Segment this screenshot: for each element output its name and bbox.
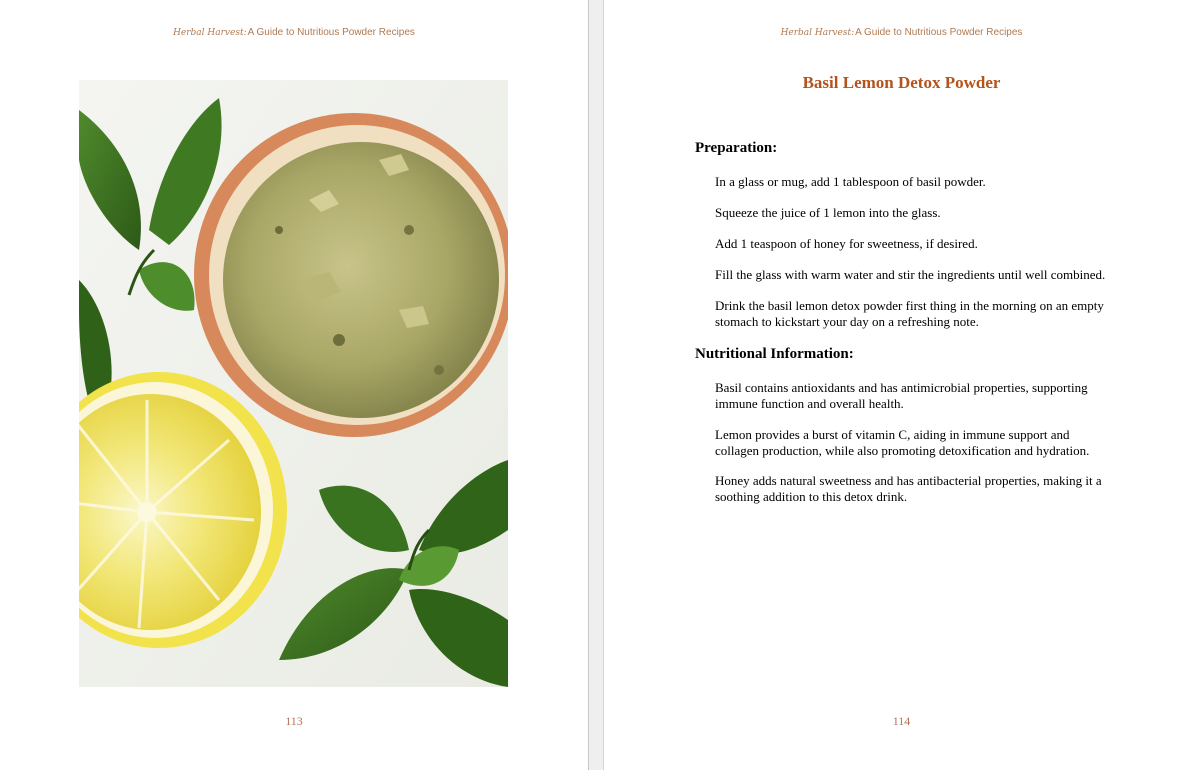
page-number: 114 <box>892 714 911 728</box>
nutrition-item: Lemon provides a burst of vitamin C, aiding in immune support and collagen production, while also promoting detoxification and hydration. <box>715 427 1090 458</box>
right-page <box>604 0 1199 770</box>
header-subtitle: A Guide to Nutritious Powder Recipes <box>247 27 415 38</box>
nutrition-item: Basil contains antioxidants and has antimicrobial properties, supporting immune function and overall health. <box>715 380 1088 411</box>
header-subtitle: A Guide to Nutritious Powder Recipes <box>855 27 1023 38</box>
preparation-step: Add 1 teaspoon of honey for sweetness, if desired. <box>715 236 978 251</box>
running-header <box>0 27 588 38</box>
header-script-title: Herbal Harvest: <box>780 28 855 38</box>
basil-lemon-powder-photo <box>79 80 508 687</box>
running-header <box>604 27 1199 38</box>
left-page <box>0 0 588 770</box>
preparation-step: Fill the glass with warm water and stir the ingredients until well combined. <box>715 267 1106 282</box>
preparation-heading: Preparation: <box>695 140 778 156</box>
recipe-title: Basil Lemon Detox Powder <box>802 73 1001 92</box>
header-script-title: Herbal Harvest: <box>173 28 247 38</box>
preparation-step: Drink the basil lemon detox powder first thing in the morning on an empty stomach to kickstart your day on a refreshing note. <box>715 298 1104 329</box>
page-gutter <box>588 0 604 770</box>
nutrition-heading: Nutritional Information: <box>695 346 854 362</box>
page-number: 113 <box>285 714 303 728</box>
preparation-step: Squeeze the juice of 1 lemon into the glass. <box>715 205 941 220</box>
nutrition-item: Honey adds natural sweetness and has antibacterial properties, making it a soothing addition to this detox drink. <box>715 473 1102 504</box>
bowl <box>194 113 508 437</box>
preparation-step: In a glass or mug, add 1 tablespoon of basil powder. <box>715 174 986 189</box>
